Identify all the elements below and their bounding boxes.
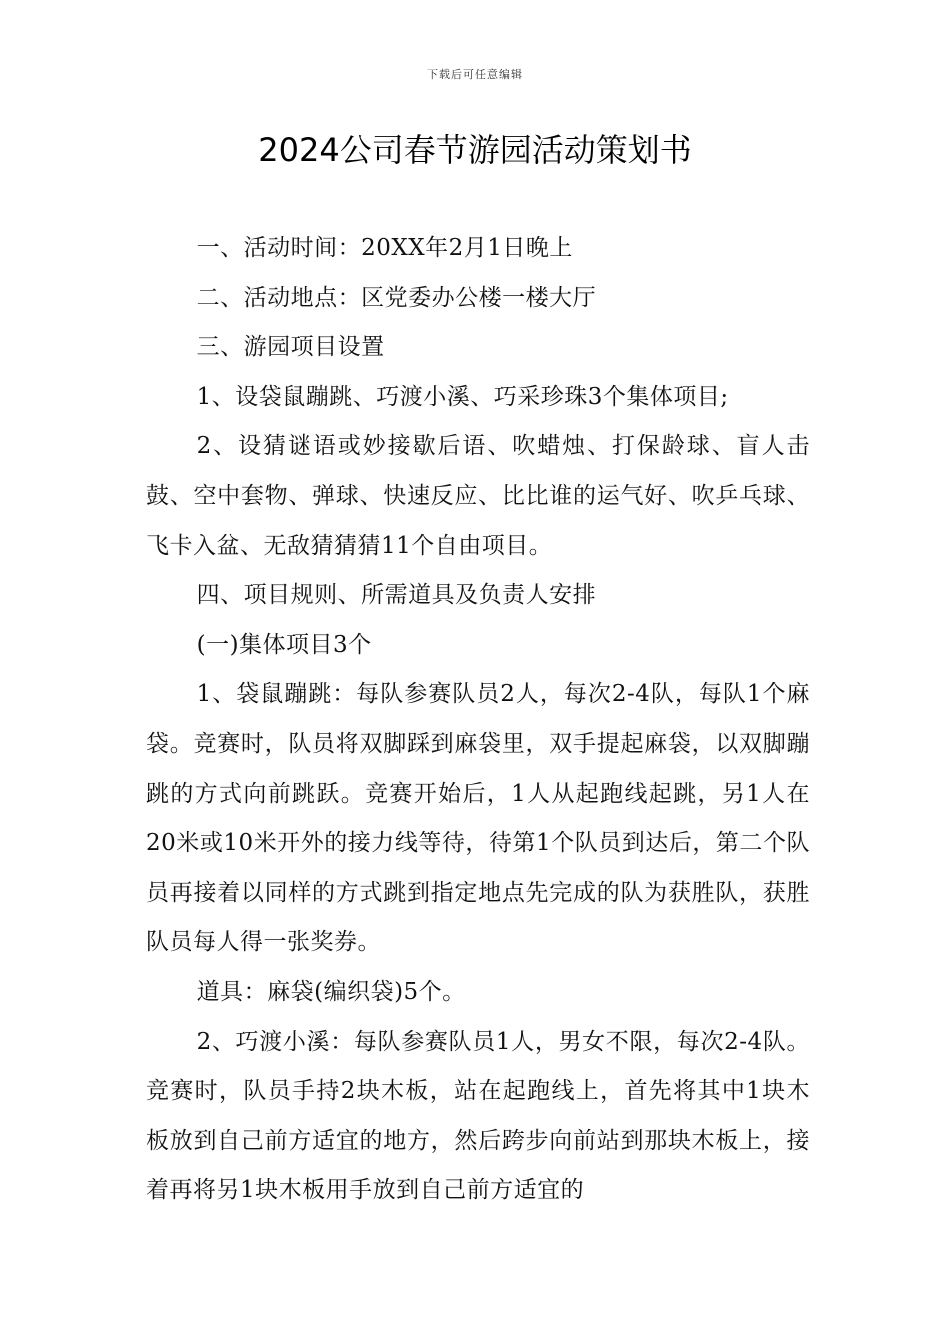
paragraph-section-heading: 三、游园项目设置 bbox=[196, 334, 385, 361]
paragraph-group-items: 1、设袋鼠蹦跳、巧渡小溪、巧采珍珠3个集体项目; bbox=[196, 383, 729, 410]
paragraph-free-items: 2、设猜谜语或妙接歇后语、吹蜡烛、打保龄球、盲人击鼓、空中套物、弹球、快速反应、比比谁的运气好、吹乒乓球、飞卡入盆、无敌猜猜猜11个自由项目。 bbox=[146, 433, 810, 559]
paragraph-props: 道具：麻袋(编织袋)5个。 bbox=[196, 978, 466, 1005]
paragraph-kangaroo-jump: 1、袋鼠蹦跳：每队参赛队员2人，每次2-4队，每队1个麻袋。竞赛时，队员将双脚踩到麻袋里，双手提起麻袋，以双脚蹦跳的方式向前跳跃。竞赛开始后，1人从起跑线起跳，另1人在20米或10米开外的接力线等待，待第1个队员到达后，第二个队员再接着以同样的方式跳到指定地点先完成的队为获胜队，获胜队员每人得一张奖券。 bbox=[146, 681, 810, 956]
paragraph-activity-time: 一、活动时间：20XX年2月1日晚上 bbox=[196, 235, 573, 261]
page-header: 下载后可任意编辑 bbox=[427, 68, 523, 81]
document-body bbox=[146, 224, 810, 1216]
document-title: 2024公司春节游园活动策划书 bbox=[258, 131, 692, 169]
paragraph-cross-stream: 2、巧渡小溪：每队参赛队员1人，男女不限，每次2-4队。竞赛时，队员手持2块木板，站在起跑线上，首先将其中1块木板放到自己前方适宜的地方，然后跨步向前站到那块木板上，接着再将另1块木板用手放到自己前方适宜的 bbox=[146, 1028, 810, 1204]
paragraph-section-heading: 四、项目规则、所需道具及负责人安排 bbox=[196, 582, 597, 609]
paragraph-activity-location: 二、活动地点：区党委办公楼一楼大厅 bbox=[196, 284, 597, 311]
paragraph-subsection-heading: (一)集体项目3个 bbox=[196, 631, 372, 658]
